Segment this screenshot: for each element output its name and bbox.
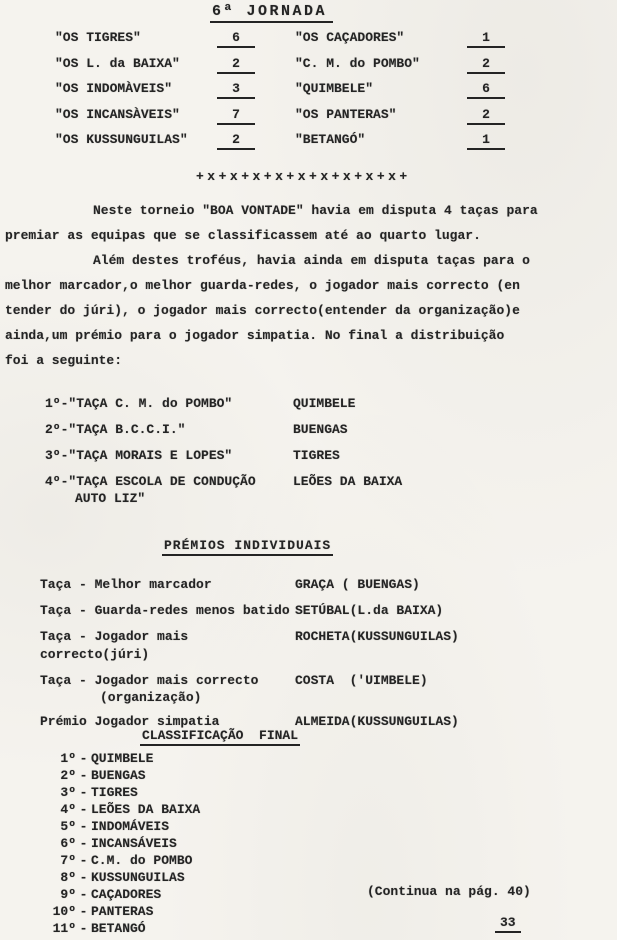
result-row — [55, 30, 505, 56]
home-team-name: "OS TIGRES" — [55, 30, 141, 45]
standing-dash: - — [79, 853, 88, 868]
standing-team: INCANSÁVEIS — [91, 836, 177, 851]
paragraph-line: Além destes troféus, havia ainda em disputa taças para o — [93, 253, 530, 268]
prize-winner: ALMEIDA(KUSSUNGUILAS) — [295, 714, 459, 729]
standing-position: 6º — [60, 836, 76, 851]
page-title: 6ª JORNADA — [210, 3, 333, 23]
away-score: 1 — [467, 132, 505, 150]
standing-dash: - — [79, 921, 88, 936]
trophy-winner: QUIMBELE — [293, 396, 356, 411]
page-number: 33 — [495, 915, 521, 933]
paragraph-line: premiar as equipas que se classificassem até ao quarto lugar. — [5, 228, 481, 243]
away-team-name: "BETANGÓ" — [295, 132, 366, 148]
standing-position: 3º — [60, 785, 76, 800]
standing-row — [38, 835, 200, 852]
trophy-label: 2º-"TAÇA B.C.C.I." — [45, 422, 186, 437]
standing-row — [38, 767, 200, 784]
away-score: 2 — [467, 56, 505, 74]
trophy-label-line1: 4º-"TAÇA ESCOLA DE CONDUÇÃO — [45, 474, 256, 489]
paragraph-line: melhor marcador,o melhor guarda-redes, o jogador mais correcto (en — [5, 278, 520, 293]
individual-prizes-list — [40, 576, 459, 739]
result-row — [55, 107, 505, 133]
home-team-name: "OS INDOMÀVEIS" — [55, 81, 173, 97]
prize-row — [40, 628, 459, 664]
standing-position: 5º — [60, 819, 76, 834]
prize-label: Taça - Melhor marcador — [40, 577, 212, 592]
standing-dash: - — [79, 836, 88, 851]
standing-position: 7º — [60, 853, 76, 868]
standing-dash: - — [79, 768, 88, 783]
results-table — [55, 30, 505, 158]
home-team-name: "OS L. da BAIXA" — [55, 55, 180, 71]
standing-row — [38, 886, 200, 903]
standing-dash: - — [79, 904, 88, 919]
prize-label-line2: (organização) — [100, 690, 202, 705]
standing-row — [38, 801, 200, 818]
prize-row — [40, 576, 459, 594]
trophy-row — [45, 473, 402, 506]
trophy-row — [45, 421, 402, 439]
home-team-name: "OS KUSSUNGUILAS" — [55, 132, 188, 148]
standing-dash: - — [79, 887, 88, 902]
home-team-name: "OS INCANSÀVEIS" — [55, 106, 180, 122]
standing-team: PANTERAS — [91, 904, 154, 919]
home-score: 7 — [217, 107, 255, 125]
prize-winner: GRAÇA ( BUENGAS) — [295, 577, 420, 592]
standing-position: 8º — [60, 870, 76, 885]
standing-team: TIGRES — [91, 785, 138, 800]
standing-row — [38, 784, 200, 801]
trophy-label: 1º-"TAÇA C. M. do POMBO" — [45, 396, 233, 411]
standing-team: C.M. do POMBO — [91, 853, 193, 868]
standing-team: KUSSUNGUILAS — [91, 870, 185, 885]
prize-winner: COSTA ('UIMBELE) — [295, 673, 428, 688]
standing-team: INDOMÁVEIS — [91, 819, 170, 834]
standing-dash: - — [79, 870, 88, 885]
standing-dash: - — [79, 751, 88, 766]
home-score: 3 — [217, 81, 255, 99]
standing-team: BETANGÓ — [91, 921, 146, 936]
continuation-note: (Continua na pág. 40) — [367, 884, 531, 899]
standing-row — [38, 750, 200, 767]
standing-dash: - — [79, 802, 88, 817]
trophy-row — [45, 395, 402, 413]
standing-row — [38, 852, 200, 869]
standing-row — [38, 869, 200, 886]
standing-position: 11º — [52, 921, 76, 936]
standing-row — [38, 903, 200, 920]
final-standings-list — [38, 750, 200, 937]
standing-dash: - — [79, 819, 88, 834]
final-standings-title: CLASSIFICAÇÃO FINAL — [140, 728, 300, 746]
prize-row — [40, 672, 459, 705]
home-score: 2 — [217, 56, 255, 74]
trophy-label: 3º-"TAÇA MORAIS E LOPES" — [45, 448, 233, 463]
standing-dash: - — [79, 785, 88, 800]
individual-prizes-title: PRÉMIOS INDIVIDUAIS — [162, 538, 333, 556]
prize-label: Prémio Jogador simpatia — [40, 714, 220, 729]
standing-row — [38, 818, 200, 835]
home-score: 2 — [217, 132, 255, 150]
standing-position: 2º — [60, 768, 76, 783]
decorative-separator: +x+x+x+x+x+x+x+x+x+ — [196, 169, 411, 184]
away-team-name: "OS CAÇADORES" — [295, 30, 405, 45]
paragraph-line: Neste torneio "BOA VONTADE" havia em disputa 4 taças para — [93, 203, 538, 218]
away-score: 1 — [467, 30, 505, 48]
away-team-name: "C. M. do POMBO" — [295, 55, 420, 71]
standing-position: 4º — [60, 802, 76, 817]
prize-winner: ROCHETA(KUSSUNGUILAS) — [295, 629, 459, 644]
paragraph-line: foi a seguinte: — [5, 353, 123, 368]
prize-label: Taça - Guarda-redes menos batido — [40, 603, 290, 618]
trophy-winner: LEÕES DA BAIXA — [293, 474, 403, 489]
standing-team: QUIMBELE — [91, 751, 154, 766]
away-team-name: "QUIMBELE" — [295, 81, 374, 97]
standing-row — [38, 920, 200, 937]
prize-label: Taça - Jogador mais correcto(júri) — [40, 629, 189, 662]
trophy-row — [45, 447, 402, 465]
trophies-list — [45, 395, 402, 514]
away-score: 2 — [467, 107, 505, 125]
away-score: 6 — [467, 81, 505, 99]
standing-team: LEÕES DA BAIXA — [91, 802, 201, 817]
trophy-winner: TIGRES — [293, 448, 340, 463]
paragraph-line: tender do júri), o jogador mais correcto(entender da organização)e — [5, 303, 520, 318]
result-row — [55, 132, 505, 158]
prize-label-line1: Taça - Jogador mais correcto — [40, 673, 259, 688]
result-row — [55, 56, 505, 82]
paragraph-line: ainda,um prémio para o jogador simpatia. No final a distribuição — [5, 328, 505, 343]
standing-team: CAÇADORES — [91, 887, 162, 902]
trophy-label — [45, 473, 293, 506]
body-text — [5, 198, 611, 373]
prize-label — [40, 672, 295, 705]
trophy-winner: BUENGAS — [293, 422, 348, 437]
trophy-label-line2: AUTO LIZ" — [75, 491, 146, 506]
standing-position: 9º — [60, 887, 76, 902]
prize-row — [40, 602, 459, 620]
standing-team: BUENGAS — [91, 768, 146, 783]
away-team-name: "OS PANTERAS" — [295, 106, 397, 122]
standing-position: 10º — [52, 904, 76, 919]
standing-position: 1º — [60, 751, 76, 766]
result-row — [55, 81, 505, 107]
home-score: 6 — [217, 30, 255, 48]
prize-winner: SETÚBAL(L.da BAIXA) — [295, 603, 444, 618]
